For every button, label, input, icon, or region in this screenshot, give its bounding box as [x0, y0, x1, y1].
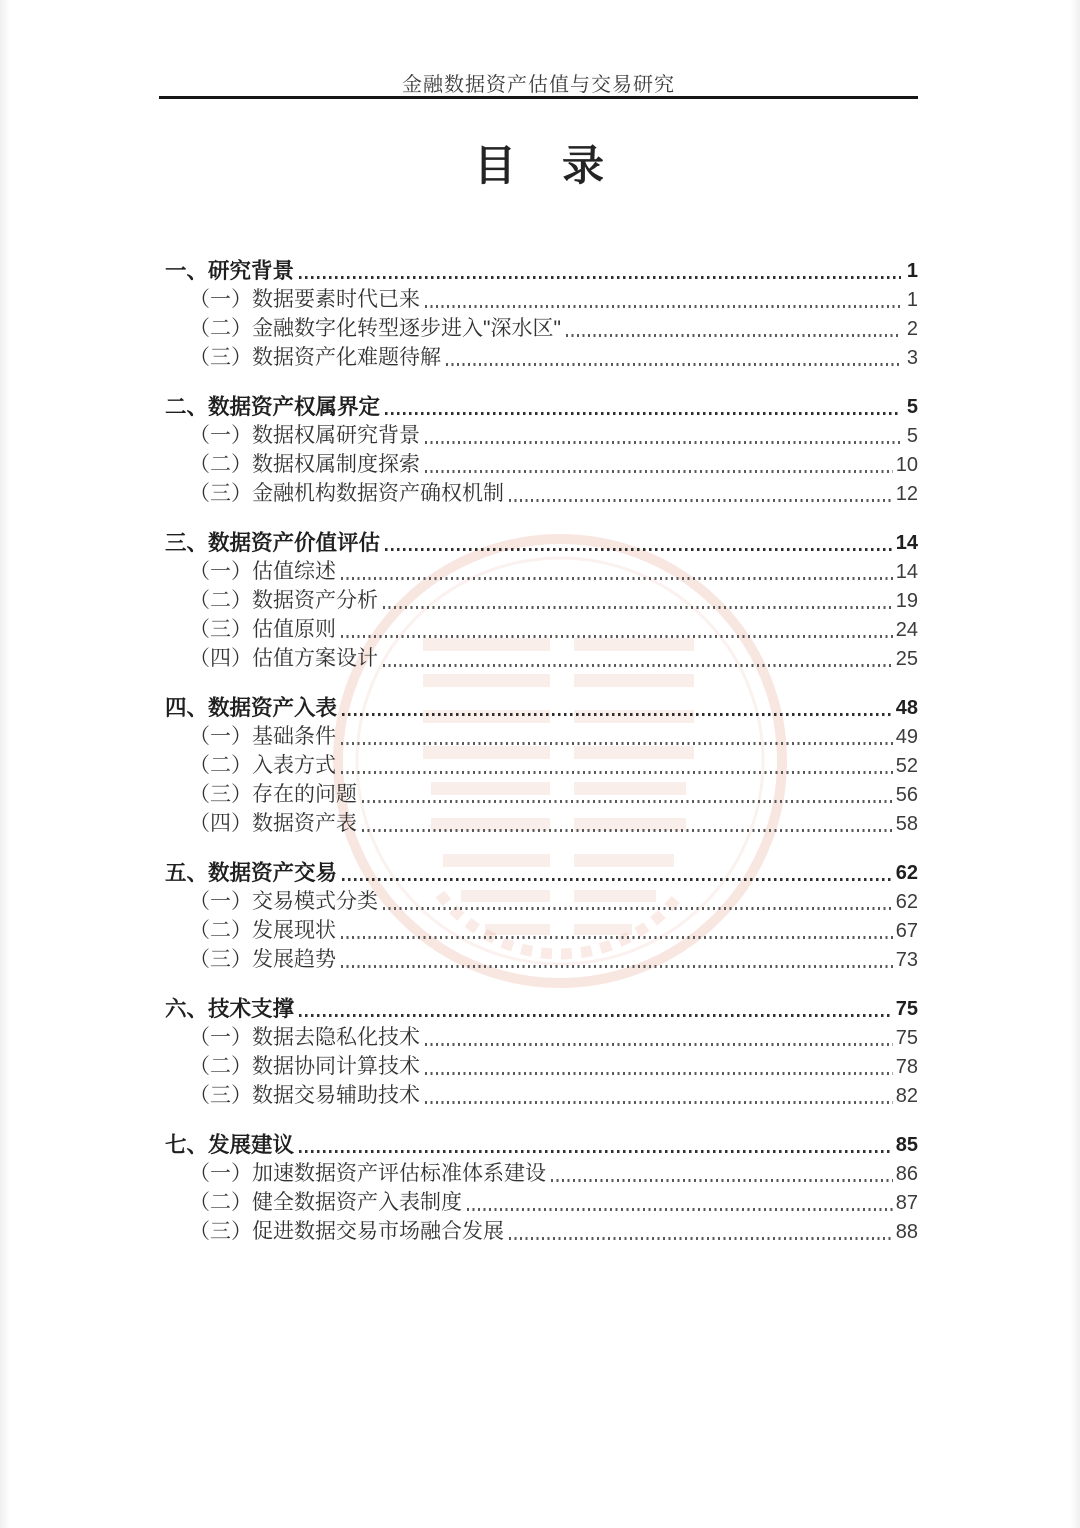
toc-section-row: [165, 521, 918, 555]
toc-entry-label: （一）加速数据资产评估标准体系建设: [189, 1162, 546, 1185]
toc-entry-row: [165, 914, 918, 943]
toc-page-number: 24: [895, 619, 918, 641]
dotted-leader: [299, 1014, 893, 1018]
toc-entry-row: [165, 749, 918, 778]
dotted-leader: [425, 470, 893, 473]
toc-entry-row: [165, 720, 918, 749]
toc-entry-row: [165, 555, 918, 584]
toc-entry-label: （四）估值方案设计: [189, 647, 378, 670]
toc-page-number: 25: [895, 648, 918, 670]
toc-entry-row: [165, 807, 918, 836]
toc-entry-label: （一）数据权属研究背景: [189, 424, 420, 447]
toc-entry-row: [165, 312, 918, 341]
toc-entry-row: [165, 642, 918, 671]
toc-entry-label: （一）数据去隐私化技术: [189, 1026, 420, 1049]
dotted-leader: [383, 606, 893, 609]
toc-section-row: [165, 686, 918, 720]
dotted-leader: [509, 1237, 893, 1240]
toc-entry-label: （三）发展趋势: [189, 948, 336, 971]
toc-entry-label: （一）基础条件: [189, 725, 336, 748]
toc-page-number: 3: [906, 347, 918, 369]
toc-entry-row: [165, 943, 918, 972]
dotted-leader: [385, 412, 901, 416]
dotted-leader: [383, 664, 893, 667]
toc-page-number: 86: [895, 1163, 918, 1185]
toc-entry-row: [165, 1079, 918, 1108]
toc-entry-row: [165, 1021, 918, 1050]
toc-section-row: [165, 385, 918, 419]
toc-entry-label: （三）存在的问题: [189, 783, 357, 806]
toc-page-number: 62: [895, 891, 918, 913]
toc-section-label: 三、数据资产价值评估: [165, 531, 381, 555]
dotted-leader: [425, 1043, 893, 1046]
toc-page-number: 78: [895, 1056, 918, 1078]
toc-page-number: 75: [895, 998, 918, 1020]
toc-section-label: 五、数据资产交易: [165, 861, 338, 885]
toc-entry-label: （三）数据交易辅助技术: [189, 1084, 420, 1107]
toc-entry-row: [165, 1215, 918, 1244]
toc-section-block: [165, 987, 918, 1108]
page-title: 目 录: [473, 142, 606, 189]
toc-page-number: 56: [895, 784, 918, 806]
toc-page-number: 10: [895, 454, 918, 476]
toc-page-number: 67: [895, 920, 918, 942]
dotted-leader: [342, 713, 893, 717]
toc-section-block: [165, 686, 918, 836]
toc-entry-row: [165, 477, 918, 506]
toc-entry-label: （一）估值综述: [189, 560, 336, 583]
toc-entry-row: [165, 341, 918, 370]
dotted-leader: [341, 742, 893, 745]
toc-section-row: [165, 987, 918, 1021]
dotted-leader: [551, 1179, 893, 1182]
toc-entry-label: （二）数据协同计算技术: [189, 1055, 420, 1078]
dotted-leader: [362, 829, 893, 832]
toc-entry-row: [165, 1050, 918, 1079]
toc-section-block: [165, 385, 918, 506]
toc-entry-row: [165, 1157, 918, 1186]
toc-page-number: 52: [895, 755, 918, 777]
toc-page-number: 5: [906, 425, 918, 447]
dotted-leader: [425, 1072, 893, 1075]
toc-section-row: [165, 851, 918, 885]
toc-entry-label: （二）健全数据资产入表制度: [189, 1191, 462, 1214]
toc-page-number: 49: [895, 726, 918, 748]
toc-section-block: [165, 521, 918, 671]
dotted-leader: [566, 334, 901, 337]
dotted-leader: [383, 907, 893, 910]
toc-section-row: [165, 249, 918, 283]
toc-entry-row: [165, 584, 918, 613]
dotted-leader: [425, 1101, 893, 1104]
toc-section-label: 六、技术支撑: [165, 997, 295, 1021]
toc-page-number: 82: [895, 1085, 918, 1107]
dotted-leader: [509, 499, 893, 502]
toc-entry-label: （一）交易模式分类: [189, 890, 378, 913]
toc-page-number: 73: [895, 949, 918, 971]
toc-entry-label: （一）数据要素时代已来: [189, 288, 420, 311]
toc-page-number: 88: [895, 1221, 918, 1243]
toc-entry-label: （三）数据资产化难题待解: [189, 346, 441, 369]
dotted-leader: [446, 363, 901, 366]
table-of-contents: [165, 249, 918, 1244]
dotted-leader: [341, 577, 893, 580]
dotted-leader: [299, 276, 901, 280]
toc-section-block: [165, 1123, 918, 1244]
toc-entry-label: （二）发展现状: [189, 919, 336, 942]
toc-entry-row: [165, 613, 918, 642]
toc-entry-row: [165, 1186, 918, 1215]
toc-entry-label: （二）金融数字化转型逐步进入"深水区": [189, 317, 561, 340]
toc-section-row: [165, 1123, 918, 1157]
dotted-leader: [467, 1208, 893, 1211]
dotted-leader: [341, 965, 893, 968]
running-header-title: 金融数据资产估值与交易研究: [402, 74, 675, 96]
toc-entry-label: （三）金融机构数据资产确权机制: [189, 482, 504, 505]
dotted-leader: [341, 936, 893, 939]
toc-page-number: 12: [895, 483, 918, 505]
toc-page-number: 48: [895, 697, 918, 719]
toc-entry-row: [165, 419, 918, 448]
toc-section-block: [165, 249, 918, 370]
dotted-leader: [385, 548, 893, 552]
toc-page-number: 58: [895, 813, 918, 835]
toc-entry-row: [165, 885, 918, 914]
toc-page-number: 87: [895, 1192, 918, 1214]
toc-page-number: 85: [895, 1134, 918, 1156]
toc-section-label: 七、发展建议: [165, 1133, 295, 1157]
dotted-leader: [299, 1150, 893, 1154]
dotted-leader: [425, 441, 901, 444]
toc-entry-label: （二）数据资产分析: [189, 589, 378, 612]
toc-section-block: [165, 851, 918, 972]
toc-page-number: 5: [906, 396, 918, 418]
toc-section-label: 二、数据资产权属界定: [165, 395, 381, 419]
dotted-leader: [341, 635, 893, 638]
toc-page-number: 2: [906, 318, 918, 340]
toc-entry-row: [165, 448, 918, 477]
toc-page-number: 1: [906, 260, 918, 282]
dotted-leader: [342, 878, 893, 882]
toc-page-number: 14: [895, 532, 918, 554]
dotted-leader: [362, 800, 893, 803]
toc-page-number: 14: [895, 561, 918, 583]
toc-entry-label: （四）数据资产表: [189, 812, 357, 835]
dotted-leader: [425, 305, 901, 308]
toc-entry-row: [165, 778, 918, 807]
toc-entry-label: （三）估值原则: [189, 618, 336, 641]
toc-page-number: 62: [895, 862, 918, 884]
toc-entry-label: （二）入表方式: [189, 754, 336, 777]
toc-entry-label: （三）促进数据交易市场融合发展: [189, 1220, 504, 1243]
toc-page-number: 1: [906, 289, 918, 311]
toc-entry-row: [165, 283, 918, 312]
toc-section-label: 一、研究背景: [165, 259, 295, 283]
toc-page-number: 19: [895, 590, 918, 612]
header-rule: [159, 96, 918, 99]
toc-entry-label: （二）数据权属制度探索: [189, 453, 420, 476]
toc-page-number: 75: [895, 1027, 918, 1049]
dotted-leader: [341, 771, 893, 774]
toc-section-label: 四、数据资产入表: [165, 696, 338, 720]
